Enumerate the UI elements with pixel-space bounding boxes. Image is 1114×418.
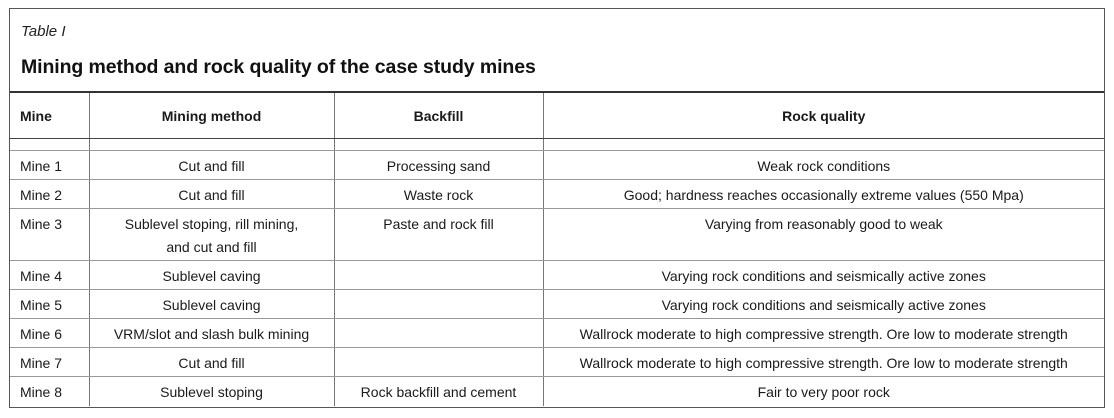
table-row (10, 319, 1104, 348)
cell-rock-quality: Wallrock moderate to high compressive strength. Ore low to moderate strength (543, 319, 1104, 348)
table-row (10, 180, 1104, 209)
cell-method: Cut and fill (89, 180, 334, 209)
cell-backfill: Rock backfill and cement (334, 377, 543, 406)
table-row (10, 151, 1104, 180)
cell-rock-quality: Good; hardness reaches occasionally extreme values (550 Mpa) (543, 180, 1104, 209)
cell-mine: Mine 6 (10, 319, 89, 348)
table-frame (9, 8, 1105, 408)
cell-method: VRM/slot and slash bulk mining (89, 319, 334, 348)
cell-mine: Mine 3 (10, 209, 89, 261)
cell-method: Cut and fill (89, 151, 334, 180)
header-row (10, 92, 1104, 139)
cell-backfill (334, 290, 543, 319)
cell-method: Sublevel caving (89, 261, 334, 290)
table-row (10, 290, 1104, 319)
header-rock-quality: Rock quality (543, 92, 1104, 139)
cell-rock-quality: Varying rock conditions and seismically active zones (543, 290, 1104, 319)
spacer-row (10, 139, 1104, 151)
cell-mine: Mine 8 (20, 384, 63, 400)
cell-mine: Mine 7 (10, 348, 89, 377)
header-backfill: Backfill (334, 92, 543, 139)
mines-table (10, 91, 1104, 406)
cell-backfill (334, 348, 543, 377)
table-row (10, 261, 1104, 290)
table-row (10, 348, 1104, 377)
cell-method: Sublevel stoping, rill mining, and cut and fill (89, 209, 334, 261)
cell-rock-quality: Weak rock conditions (543, 151, 1104, 180)
cell-backfill (334, 319, 543, 348)
cell-method: Sublevel caving (89, 290, 334, 319)
cell-rock-quality: Varying from reasonably good to weak (543, 209, 1104, 261)
cell-mine: Mine 5 (10, 290, 89, 319)
table-title: Mining method and rock quality of the case study mines (21, 56, 536, 78)
cell-rock-quality: Varying rock conditions and seismically active zones (543, 261, 1104, 290)
cell-mine: Mine 2 (10, 180, 89, 209)
cell-mine: Mine 1 (10, 151, 89, 180)
table-caption: Table I (21, 23, 66, 40)
cell-backfill: Waste rock (334, 180, 543, 209)
table-row (10, 209, 1104, 261)
cell-rock-quality: Wallrock moderate to high compressive strength. Ore low to moderate strength (543, 348, 1104, 377)
cell-backfill: Paste and rock fill (334, 209, 543, 261)
cell-method: Sublevel stoping (89, 377, 334, 406)
cell-rock-quality: Fair to very poor rock (543, 377, 1104, 406)
cell-backfill: Processing sand (334, 151, 543, 180)
cell-backfill (334, 261, 543, 290)
cell-method: Cut and fill (89, 348, 334, 377)
header-mine: Mine (10, 92, 89, 139)
cell-mine: Mine 4 (10, 261, 89, 290)
header-mining-method: Mining method (89, 92, 334, 139)
table-row (10, 377, 1104, 406)
